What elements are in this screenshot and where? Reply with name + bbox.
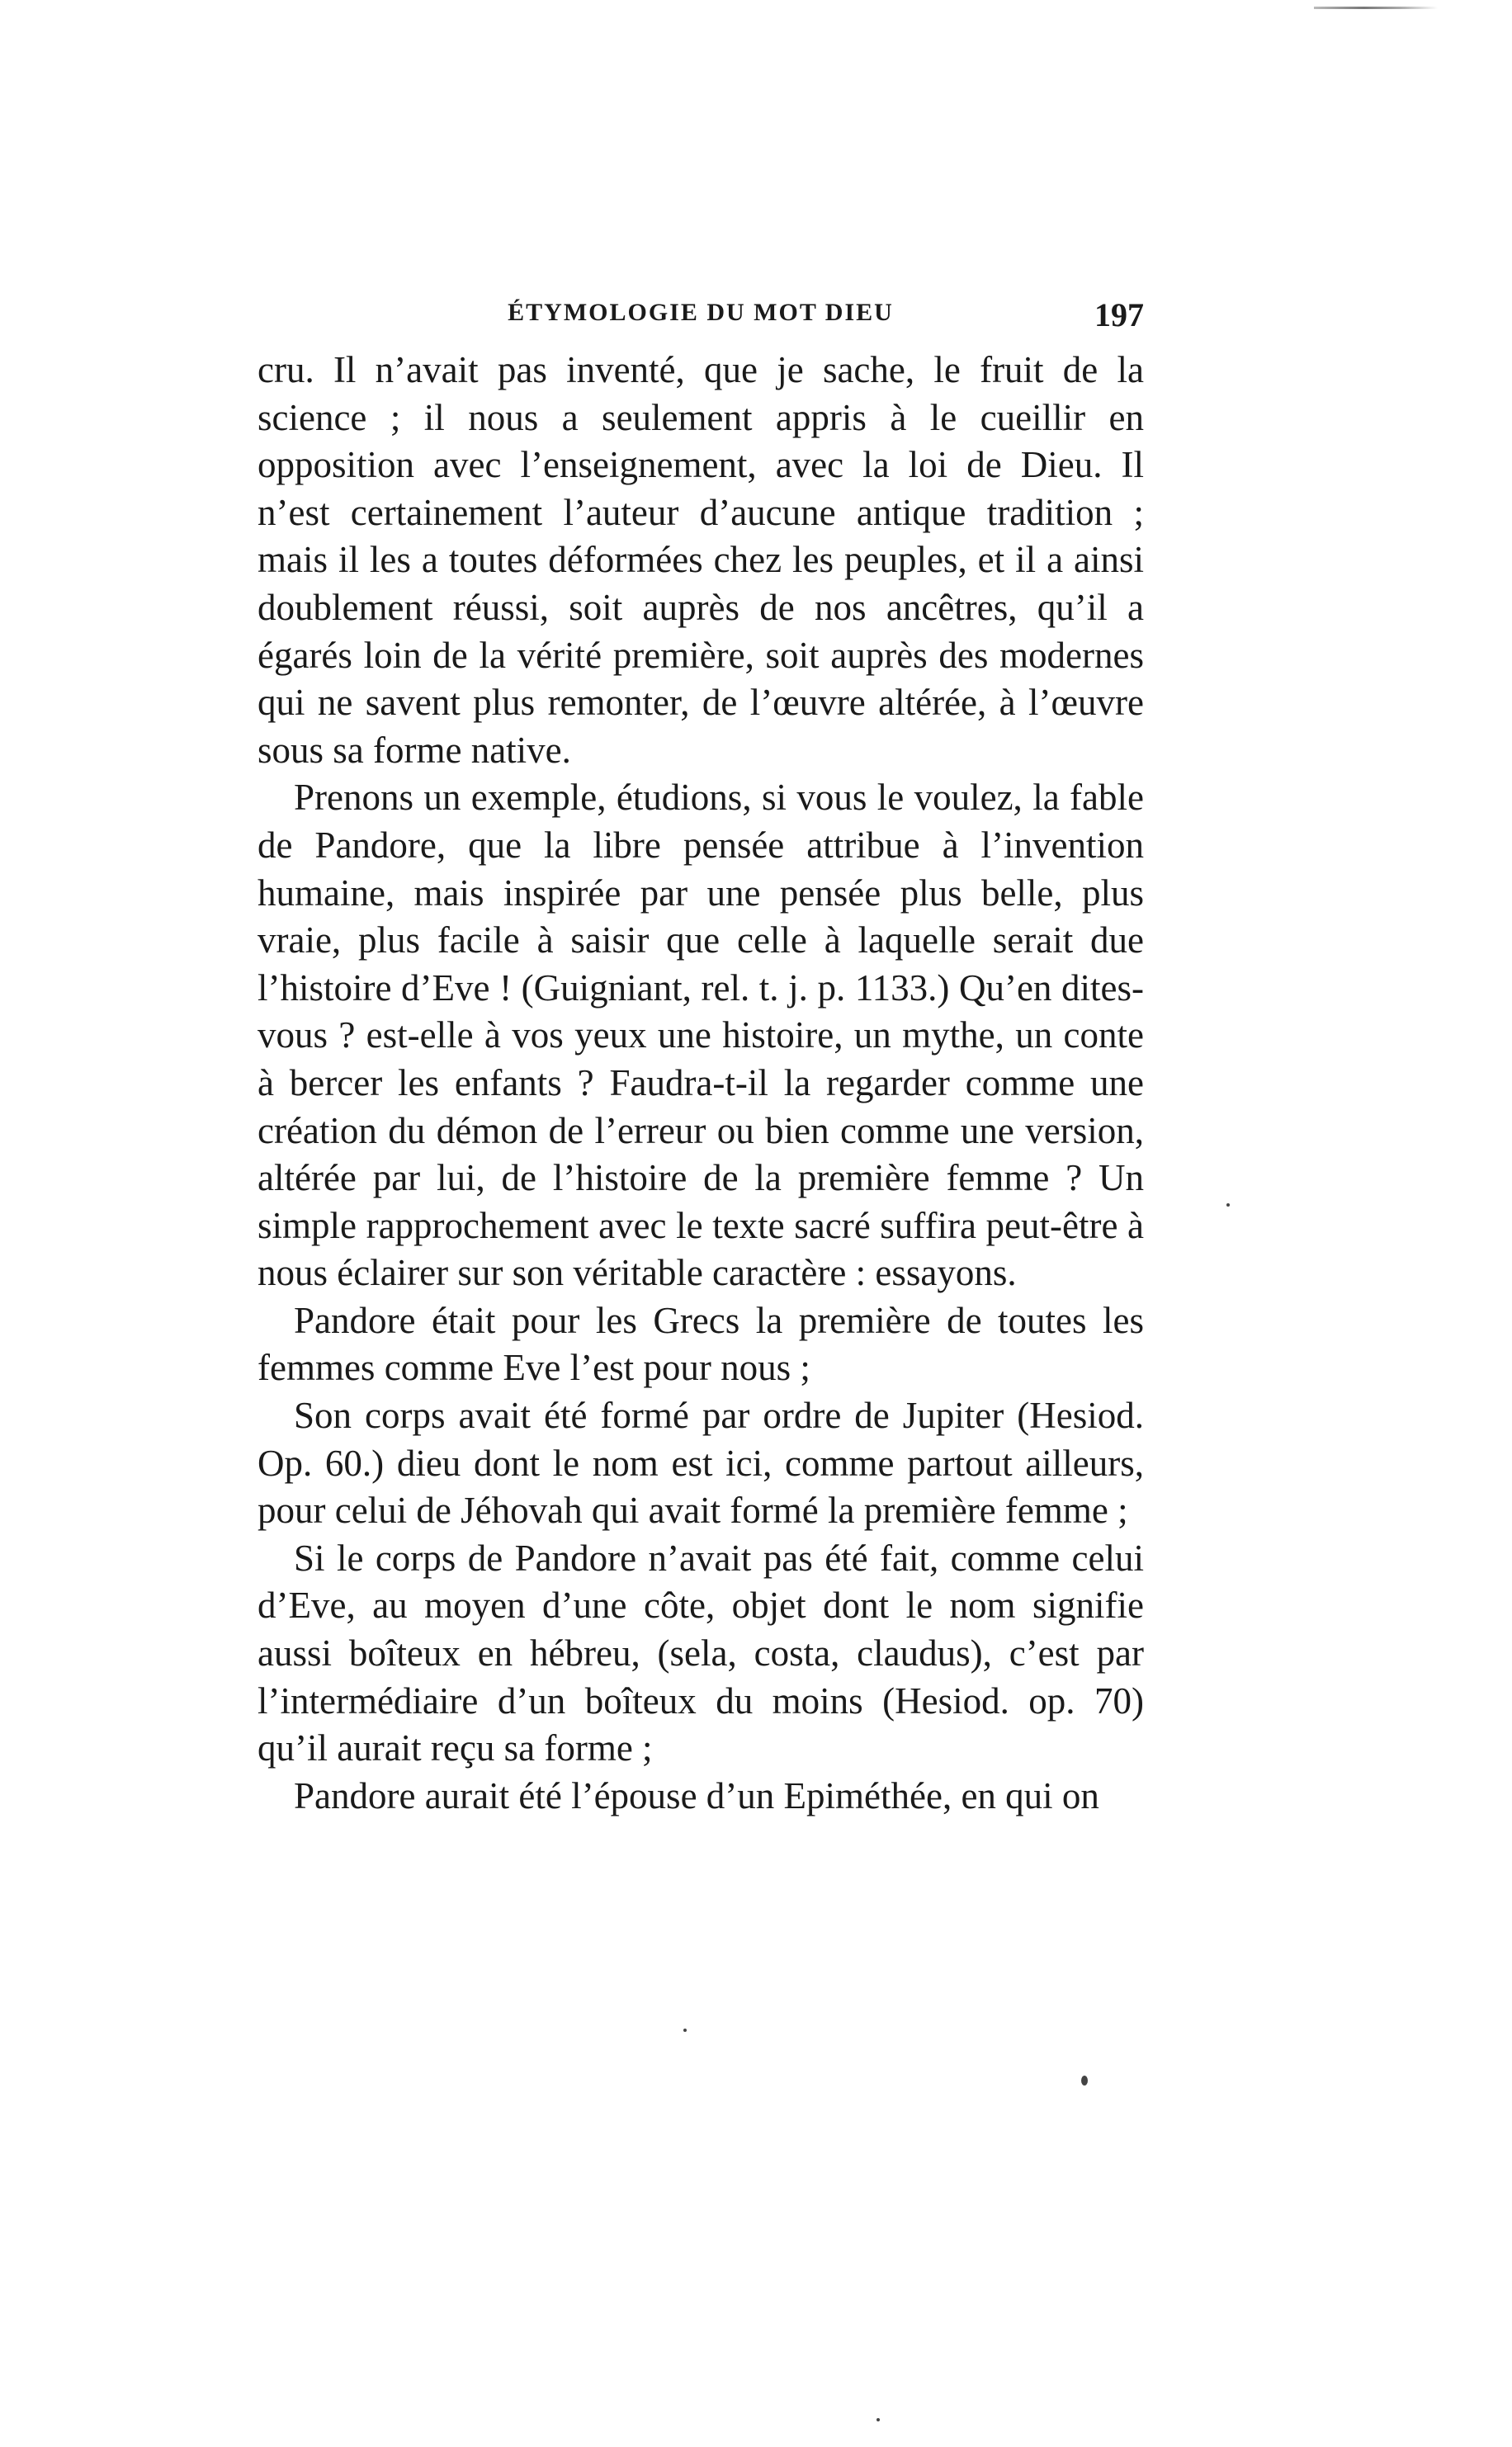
paragraph-2: Prenons un exemple, étudions, si vous le voulez, la fable de Pandore, que la libre pensée attribue à l’invention humaine, mais inspirée par une pensée plus belle, plus vraie, plus facile à saisir que celle à laquelle serait due l’histoire d’Eve ! (Guigniant, rel. t. j. p. 1133.) Qu’en dites-vous ? est-elle à vos yeux une histoire, un mythe, un conte à bercer les enfants ? Faudra-t-il la regarder comme une création du démon de l’erreur ou bien comme une version, altérée par lui, de l’histoire de la première femme ? Un simple rapprochement avec le texte sacré suffira peut-être à nous éclairer sur son véritable caractère : essayons.	[258, 777, 1144, 1294]
body-text	[258, 347, 1144, 1820]
paragraph-6: Pandore aurait été l’épouse d’un Epiméthée, en qui on	[294, 1774, 1099, 1816]
scan-edge-mark	[1314, 7, 1438, 9]
ink-speck	[683, 2029, 687, 2032]
running-title: ÉTYMOLOGIE DU MOT DIEU	[508, 299, 894, 326]
page-header	[258, 296, 1144, 340]
ink-speck	[1081, 2076, 1088, 2086]
paragraph-4: Son corps avait été formé par ordre de Jupiter (Hesiod. Op. 60.) dieu dont le nom est ici, comme partout ailleurs, pour celui de Jéhovah qui avait formé la première femme ;	[258, 1395, 1144, 1532]
paragraph-5: Si le corps de Pandore n’avait pas été fait, comme celui d’Eve, au moyen d’une côte, objet dont le nom signifie aussi boîteux en hébreu, (sela, costa, claudus), c’est par l’intermédiaire d’un boîteux du moins (Hesiod. op. 70) qu’il aurait reçu sa forme ;	[258, 1537, 1144, 1769]
page-number: 197	[1094, 296, 1144, 333]
ink-speck	[876, 2418, 880, 2421]
paragraph-1: cru. Il n’avait pas inventé, que je sache, le fruit de la science ; il nous a seulement appris à le cueillir en opposition avec l’enseignement, avec la loi de Dieu. Il n’est certainement l’auteur d’aucune antique tradition ; mais il les a toutes déformées chez les peuples, et il a ainsi doublement réussi, soit auprès de nos ancêtres, qu’il a égarés loin de la vérité première, soit auprès des modernes qui ne savent plus remonter, de l’œuvre altérée, à l’œuvre sous sa forme native.	[258, 349, 1144, 771]
ink-speck	[1226, 1203, 1230, 1207]
paragraph-3: Pandore était pour les Grecs la première de toutes les femmes comme Eve l’est pour nous ;	[258, 1299, 1144, 1389]
